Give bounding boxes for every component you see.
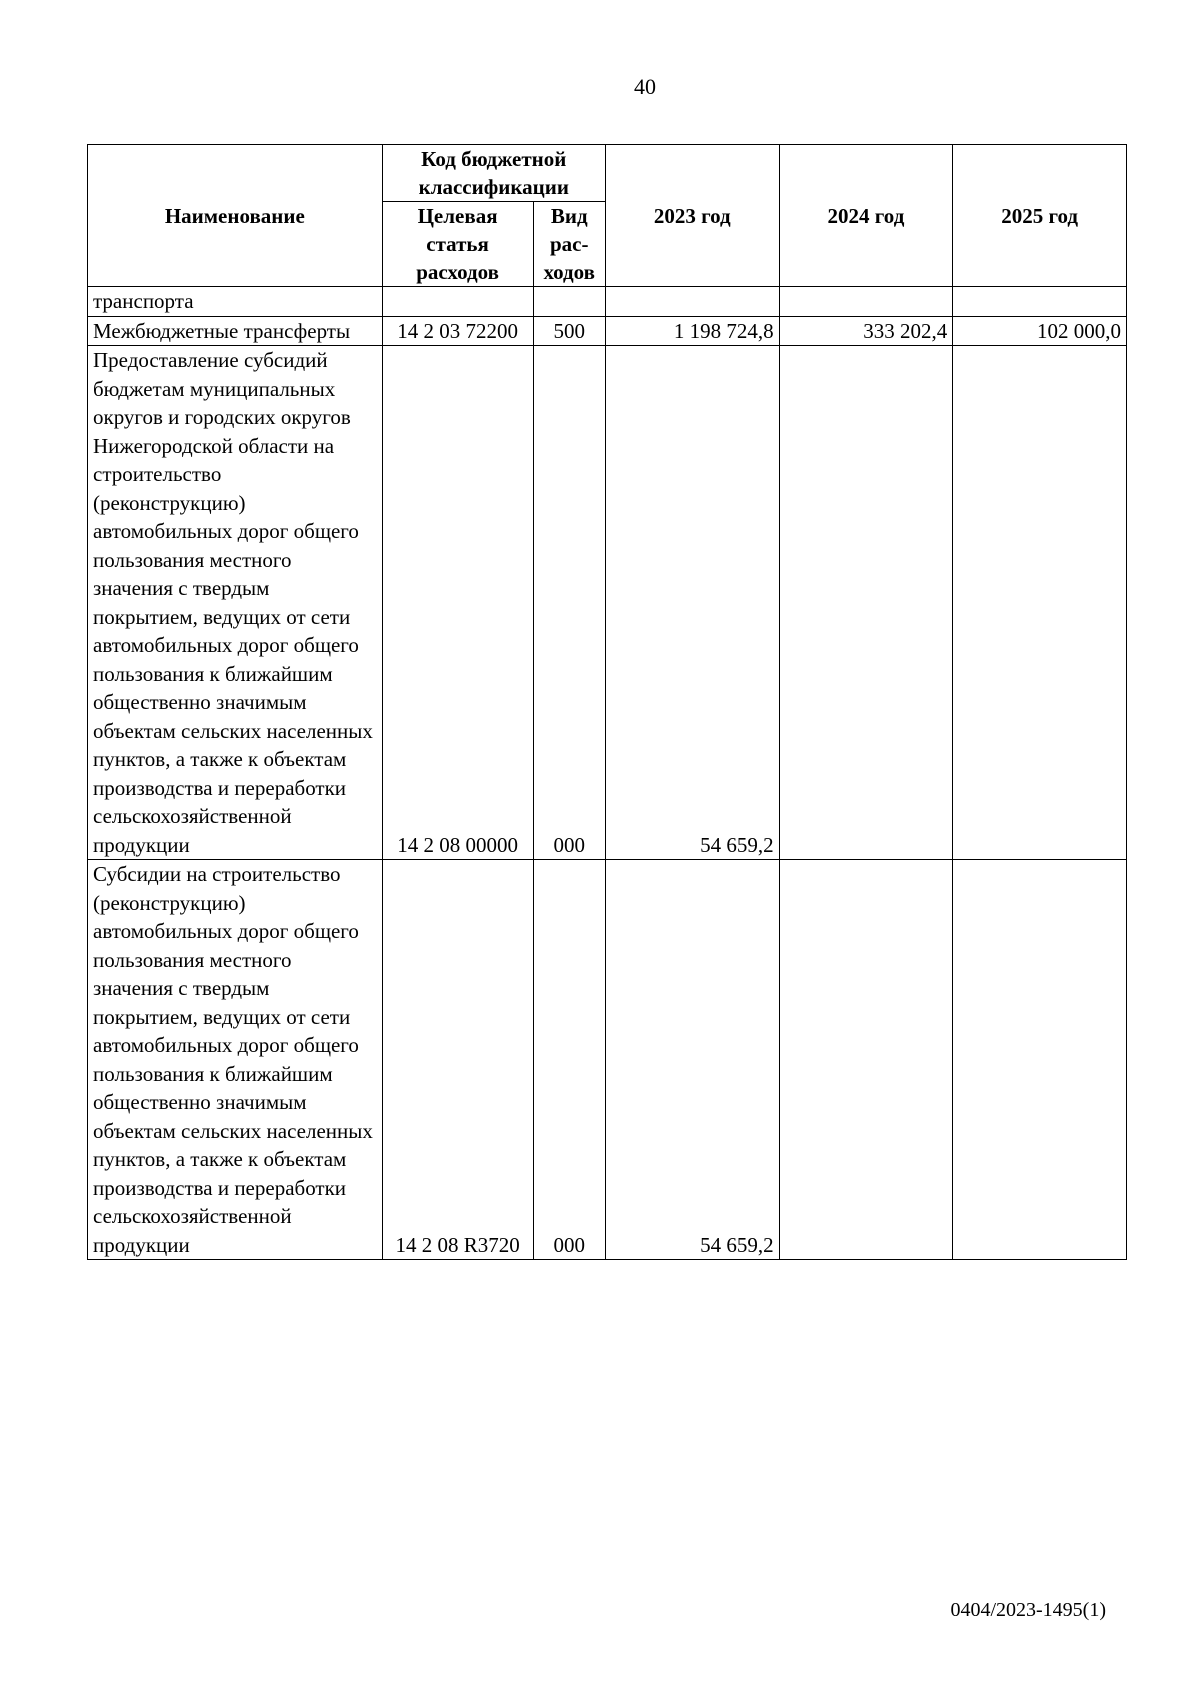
table-header [88,145,1127,287]
row-target-article: 14 2 03 72200 [382,316,533,346]
row-2023: 54 659,2 [605,346,779,860]
row-2025 [953,346,1127,860]
row-2025 [953,860,1127,1260]
row-expense-type: 500 [533,316,605,346]
row-2023: 54 659,2 [605,860,779,1260]
row-2024 [779,346,953,860]
row-2025: 102 000,0 [953,316,1127,346]
header-code-group: Код бюджетной классификации [382,145,605,202]
row-name: транспорта [88,287,383,317]
row-target-article: 14 2 08 00000 [382,346,533,860]
row-target-article [382,287,533,317]
row-expense-type: 000 [533,860,605,1260]
row-name: Межбюджетные трансферты [88,316,383,346]
table-row [88,316,1127,346]
header-target-article: Целевая статья расходов [382,202,533,287]
budget-table [87,144,1127,1260]
table-row [88,860,1127,1260]
header-year-2024: 2024 год [779,145,953,287]
page-number: 40 [634,74,656,99]
header-name: Наименование [88,145,383,287]
row-name: Предоставление субсидий бюджетам муниципальных округов и городских округов Нижегородской области на строительство (реконструкцию) автомобильных дорог общего пользования местного значения с твердым покрытием, ведущих от сети автомобильных дорог общего пользования к ближайшим общественно значимым объектам сельских населенных пунктов, а также к объектам производства и переработки сельскохозяйственной продукции [88,346,383,860]
row-name: Субсидии на строительство (реконструкцию) автомобильных дорог общего пользования местного значения с твердым покрытием, ведущих от сети автомобильных дорог общего пользования к ближайшим общественно значимым объектам сельских населенных пунктов, а также к объектам производства и переработки сельскохозяйственной продукции [88,860,383,1260]
row-2025 [953,287,1127,317]
row-2023: 1 198 724,8 [605,316,779,346]
row-expense-type [533,287,605,317]
header-expense-type: Вид рас-ходов [533,202,605,287]
row-2024 [779,287,953,317]
table-row [88,346,1127,860]
header-year-2025: 2025 год [953,145,1127,287]
table-row [88,287,1127,317]
row-2024 [779,860,953,1260]
row-expense-type: 000 [533,346,605,860]
row-target-article: 14 2 08 R3720 [382,860,533,1260]
document-code: 0404/2023-1495(1) [950,1599,1106,1621]
row-2023 [605,287,779,317]
row-2024: 333 202,4 [779,316,953,346]
header-year-2023: 2023 год [605,145,779,287]
